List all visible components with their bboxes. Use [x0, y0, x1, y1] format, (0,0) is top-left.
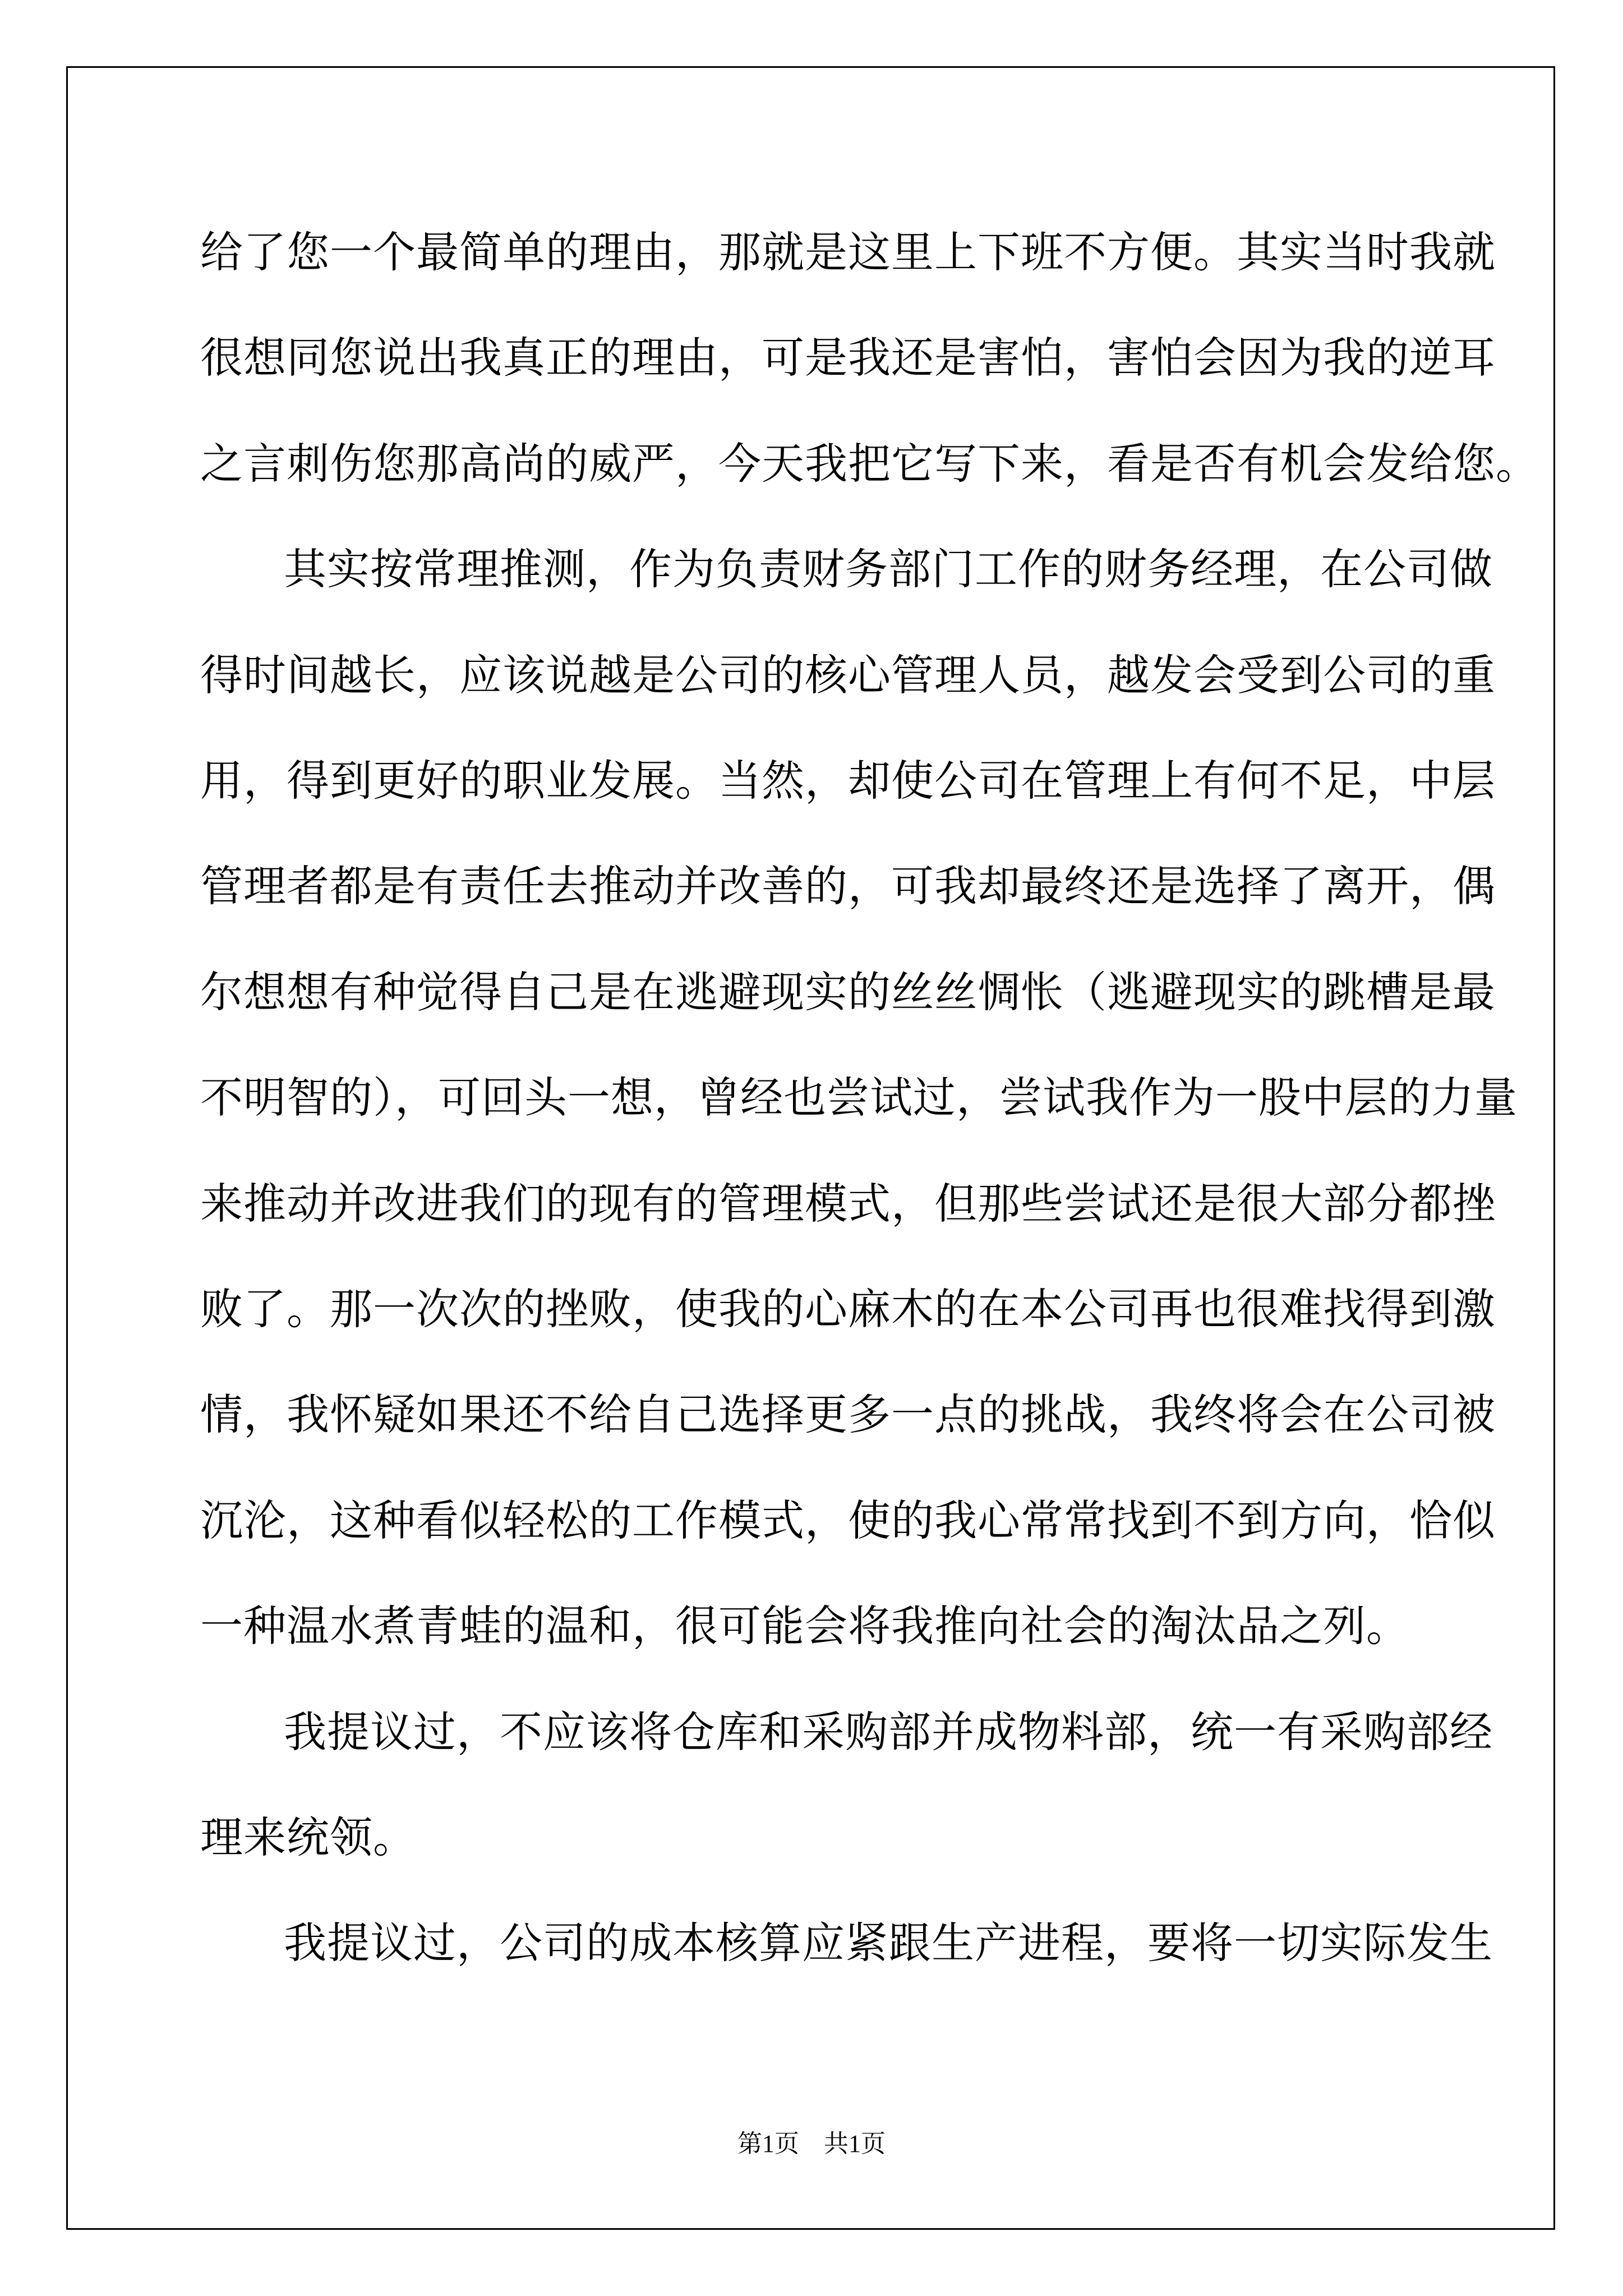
- body-text-line: 给了您一个最简单的理由，那就是这里上下班不方便。其实当时我就: [200, 227, 1496, 277]
- body-text-line: 其实按常理推测，作为负责财务部门工作的财务经理，在公司做: [284, 544, 1493, 594]
- body-text-line: 尔想想有种觉得自己是在逃避现实的丝丝惆怅（逃避现实的跳槽是最: [200, 967, 1496, 1017]
- body-text-line: 来推动并改进我们的现有的管理模式，但那些尝试还是很大部分都挫: [200, 1179, 1496, 1228]
- body-text-line: 得时间越长，应该说越是公司的核心管理人员，越发会受到公司的重: [200, 650, 1496, 700]
- body-text-line: 败了。那一次次的挫败，使我的心麻木的在本公司再也很难找得到激: [200, 1284, 1496, 1334]
- page-border: [66, 66, 1555, 2230]
- body-text-line: 情，我怀疑如果还不给自己选择更多一点的挑战，我终将会在公司被: [200, 1389, 1496, 1439]
- body-text-line: 不明智的），可回头一想，曾经也尝试过，尝试我作为一股中层的力量: [200, 1073, 1518, 1122]
- body-text-line: 沉沦，这种看似轻松的工作模式，使的我心常常找到不到方向，恰似: [200, 1496, 1496, 1545]
- body-text-line: 之言刺伤您那高尚的威严，今天我把它写下来，看是否有机会发给您。: [200, 439, 1539, 489]
- body-text-line: 用，得到更好的职业发展。当然，却使公司在管理上有何不足，中层: [200, 756, 1496, 806]
- body-text-line: 一种温水煮青蛙的温和，很可能会将我推向社会的淘汰品之列。: [200, 1601, 1409, 1651]
- body-text-line: 我提议过，公司的成本核算应紧跟生产进程，要将一切实际发生: [284, 1918, 1493, 1968]
- body-text-line: 理来统领。: [200, 1812, 416, 1862]
- page-number-footer: 第1页 共1页: [737, 2130, 886, 2157]
- body-text-line: 管理者都是有责任去推动并改善的，可我却最终还是选择了离开，偶: [200, 861, 1496, 911]
- body-text-line: 很想同您说出我真正的理由，可是我还是害怕，害怕会因为我的逆耳: [200, 333, 1496, 383]
- body-text-line: 我提议过，不应该将仓库和采购部并成物料部，统一有采购部经: [284, 1707, 1493, 1757]
